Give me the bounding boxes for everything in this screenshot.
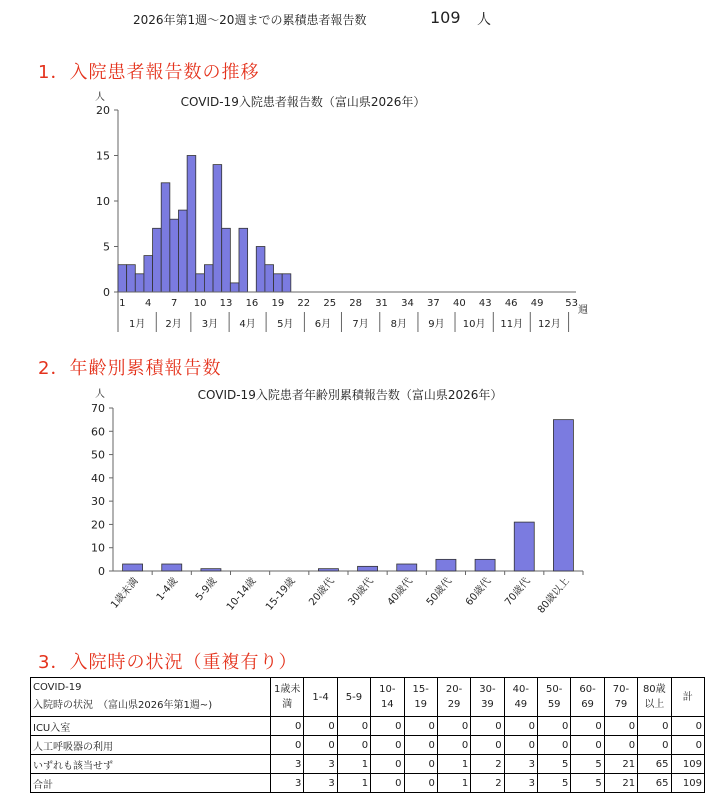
- table-cell: 21: [604, 755, 637, 774]
- chart2-bar: [358, 566, 378, 571]
- chart1-bar: [265, 265, 274, 292]
- table-cell: 65: [638, 755, 671, 774]
- table-cell: 5: [571, 774, 604, 793]
- chart1-xtick-label: 53: [565, 298, 579, 309]
- chart2-ytick-label: 70: [91, 402, 105, 415]
- chart1-ytick-label: 10: [96, 195, 110, 208]
- chart1-xtick-label: 7: [170, 298, 178, 309]
- table-cell: 0: [638, 717, 671, 736]
- table-cell: 5: [571, 755, 604, 774]
- table-header-cell: 1-4: [304, 678, 337, 717]
- chart2-category-label: 1-4歳: [154, 575, 181, 604]
- table-cell: 0: [404, 774, 437, 793]
- chart1-bar: [256, 247, 265, 293]
- table-cell: 1: [437, 755, 470, 774]
- row-label: いずれも該当せず: [31, 755, 271, 774]
- chart1-xtick-label: 43: [478, 298, 492, 309]
- header-count: 109: [430, 8, 461, 27]
- chart2-ytick-label: 50: [91, 448, 105, 462]
- chart2-bar: [397, 564, 417, 571]
- chart1-xtick-label: 19: [271, 298, 285, 309]
- chart1-bar: [127, 265, 136, 292]
- table-cell: 0: [604, 717, 637, 736]
- chart1-month-label: 1月: [128, 319, 146, 330]
- corner-line-1: COVID-19: [33, 682, 82, 693]
- chart2-bar: [475, 559, 495, 571]
- table-row: [31, 755, 705, 774]
- table-header-cell: 15-19: [404, 678, 437, 717]
- chart2-ytick-label: 0: [98, 565, 105, 578]
- table-header-cell: 5-9: [337, 678, 370, 717]
- chart1-bar: [170, 219, 179, 292]
- table-header-cell: 計: [671, 678, 705, 717]
- table-header-cell: 20-29: [437, 678, 470, 717]
- table-cell: 1: [337, 774, 370, 793]
- chart1-month-label: 5月: [277, 319, 294, 330]
- table-header-cell: 40-49: [504, 678, 537, 717]
- chart2-bar: [123, 564, 143, 571]
- chart1-bar: [178, 210, 187, 292]
- chart1-month-label: 9月: [428, 319, 445, 330]
- chart1-xtick-label: 31: [375, 298, 388, 309]
- table-cell: 3: [504, 755, 537, 774]
- table-header-cell: 80歳以上: [638, 678, 671, 717]
- chart2-ytick-label: 40: [91, 471, 105, 485]
- chart1-bar: [239, 228, 248, 292]
- chart1-xtick-label: 1: [119, 298, 126, 309]
- chart1-bar: [213, 165, 222, 292]
- table-row: [31, 774, 705, 793]
- row-label: ICU入室: [31, 717, 271, 736]
- chart2-ytick-label: 30: [91, 495, 105, 509]
- chart2-category-label: 50歳代: [424, 575, 455, 609]
- chart1-bar: [222, 228, 231, 292]
- chart1-month-label: 3月: [201, 319, 219, 330]
- table-cell: 0: [337, 736, 370, 755]
- chart1-month-label: 11月: [500, 319, 524, 330]
- table-cell: 0: [671, 736, 705, 755]
- table-cell: 0: [437, 717, 470, 736]
- table-cell: 0: [371, 755, 404, 774]
- table-cell: 0: [671, 717, 705, 736]
- table-header-cell: 1歳未満: [271, 678, 304, 717]
- header-text: 2026年第1週～20週までの累積患者報告数: [133, 13, 367, 27]
- table-cell: 0: [538, 717, 571, 736]
- chart1-xtick-label: 37: [427, 298, 440, 309]
- chart2-category-label: 70歳代: [503, 575, 533, 609]
- table-header-row: [31, 678, 705, 717]
- table-cell: 0: [504, 717, 537, 736]
- chart1-bar: [118, 265, 127, 292]
- chart1-ytick-label: 15: [96, 149, 110, 163]
- table-row: [31, 717, 705, 736]
- row-label: 人工呼吸器の利用: [31, 736, 271, 755]
- chart1-month-label: 10月: [462, 319, 486, 330]
- chart2-ylabel: 人: [95, 389, 105, 400]
- table-cell: 109: [671, 774, 705, 793]
- chart1-xlabel: 週: [578, 305, 588, 316]
- table-cell: 0: [604, 736, 637, 755]
- table-cell: 0: [538, 736, 571, 755]
- chart1-month-label: 12月: [538, 319, 561, 330]
- row-label: 合計: [31, 774, 271, 793]
- table-header-cell: 30-39: [471, 678, 504, 717]
- table-cell: 3: [271, 755, 304, 774]
- chart2-bar: [162, 564, 182, 571]
- table-cell: 0: [404, 755, 437, 774]
- chart2-bar: [436, 559, 456, 571]
- chart1-ytick-label: 5: [103, 240, 110, 254]
- table-corner: [31, 678, 271, 717]
- table-cell: 0: [271, 717, 304, 736]
- chart2-category-label: 80歳以上: [535, 575, 572, 616]
- chart1-bar: [274, 274, 283, 292]
- table-cell: 0: [437, 736, 470, 755]
- table-row: [31, 736, 705, 755]
- chart2-category-label: 60歳代: [463, 575, 494, 609]
- chart1-month-label: 8月: [390, 319, 408, 330]
- table-cell: 3: [504, 774, 537, 793]
- chart2-ytick-label: 60: [91, 425, 105, 439]
- table-cell: 1: [337, 755, 370, 774]
- section-title-2: 2．年齢別累積報告数: [38, 358, 222, 379]
- chart1-xtick-label: 25: [323, 298, 337, 309]
- chart2-category-label: 40歳代: [385, 575, 416, 609]
- chart2-category-label: 15-19歳: [264, 575, 298, 613]
- chart2-category-label: 10-14歳: [224, 575, 259, 613]
- chart1-xtick-label: 22: [297, 298, 311, 309]
- chart1-xtick-label: 46: [504, 298, 518, 309]
- chart1-xtick-label: 28: [349, 298, 363, 309]
- table-cell: 0: [571, 736, 604, 755]
- chart1-bar: [187, 156, 196, 293]
- section-title-3: 3．入院時の状況（重複有り）: [38, 652, 298, 673]
- header-unit: 人: [477, 12, 491, 28]
- chart1-ytick-label: 20: [96, 104, 110, 117]
- chart1-month-label: 7月: [352, 319, 369, 330]
- chart2-title: COVID-19入院患者年齢別累積報告数（富山県2026年）: [197, 388, 503, 402]
- table-header-cell: 10-14: [371, 678, 404, 717]
- chart2-bar: [514, 522, 534, 571]
- table-cell: 109: [671, 755, 705, 774]
- table-cell: 0: [504, 736, 537, 755]
- status-table: [30, 677, 705, 793]
- chart1-ylabel: 人: [95, 92, 105, 103]
- table-cell: 2: [471, 755, 504, 774]
- chart1-xtick-label: 34: [401, 298, 414, 309]
- table-cell: 0: [404, 736, 437, 755]
- table-cell: 65: [638, 774, 671, 793]
- chart1-xtick-label: 13: [219, 298, 233, 309]
- table-cell: 1: [437, 774, 470, 793]
- table-header-cell: 70-79: [604, 678, 637, 717]
- table-cell: 3: [304, 755, 337, 774]
- chart1-xtick-label: 40: [452, 298, 466, 309]
- chart2-ytick-label: 10: [91, 541, 105, 555]
- section-title-1: 1．入院患者報告数の推移: [38, 62, 260, 83]
- table-cell: 0: [571, 717, 604, 736]
- chart2-category-label: 30歳代: [346, 575, 376, 609]
- chart1-month-label: 2月: [165, 319, 182, 330]
- chart1-bar: [204, 265, 213, 292]
- chart2-bar: [201, 569, 221, 571]
- table-cell: 5: [538, 774, 571, 793]
- table-cell: 0: [638, 736, 671, 755]
- chart1-bar: [282, 274, 291, 292]
- chart2-category-label: 20歳代: [307, 575, 337, 609]
- corner-line-2: 入院時の状況 （富山県2026年第1週~): [33, 700, 213, 711]
- chart1-bar: [153, 228, 162, 292]
- chart1-month-label: 4月: [239, 319, 256, 330]
- chart1-bar: [196, 274, 205, 292]
- table-cell: 0: [371, 736, 404, 755]
- table-cell: 0: [371, 774, 404, 793]
- chart1-ytick-label: 0: [103, 286, 110, 299]
- chart1-xtick-label: 16: [245, 298, 259, 309]
- table-cell: 21: [604, 774, 637, 793]
- chart1-bar: [144, 256, 153, 292]
- chart1-month-label: 6月: [314, 319, 332, 330]
- table-cell: 0: [271, 736, 304, 755]
- chart2-bar: [553, 420, 573, 571]
- page-header: [0, 8, 718, 32]
- table-cell: 0: [471, 736, 504, 755]
- chart1-xtick-label: 10: [193, 298, 207, 309]
- table-header-cell: 50-59: [538, 678, 571, 717]
- chart2-category-label: 5-9歳: [193, 575, 220, 604]
- chart2-bar: [318, 569, 338, 571]
- chart1-bar: [161, 183, 170, 292]
- table-cell: 0: [304, 736, 337, 755]
- table-cell: 3: [271, 774, 304, 793]
- chart1-xtick-label: 4: [145, 298, 152, 309]
- table-header-cell: 60-69: [571, 678, 604, 717]
- table-cell: 5: [538, 755, 571, 774]
- table-cell: 0: [404, 717, 437, 736]
- table-cell: 0: [471, 717, 504, 736]
- chart1-title: COVID-19入院患者報告数（富山県2026年）: [180, 95, 426, 109]
- table-cell: 3: [304, 774, 337, 793]
- chart1-xtick-label: 49: [530, 298, 544, 309]
- table-cell: 0: [337, 717, 370, 736]
- table-cell: 2: [471, 774, 504, 793]
- chart2-category-label: 1歳未満: [109, 575, 141, 611]
- chart1-bar: [230, 283, 239, 292]
- chart1-bar: [135, 274, 144, 292]
- chart2-ytick-label: 20: [91, 518, 105, 532]
- table-cell: 0: [371, 717, 404, 736]
- table-cell: 0: [304, 717, 337, 736]
